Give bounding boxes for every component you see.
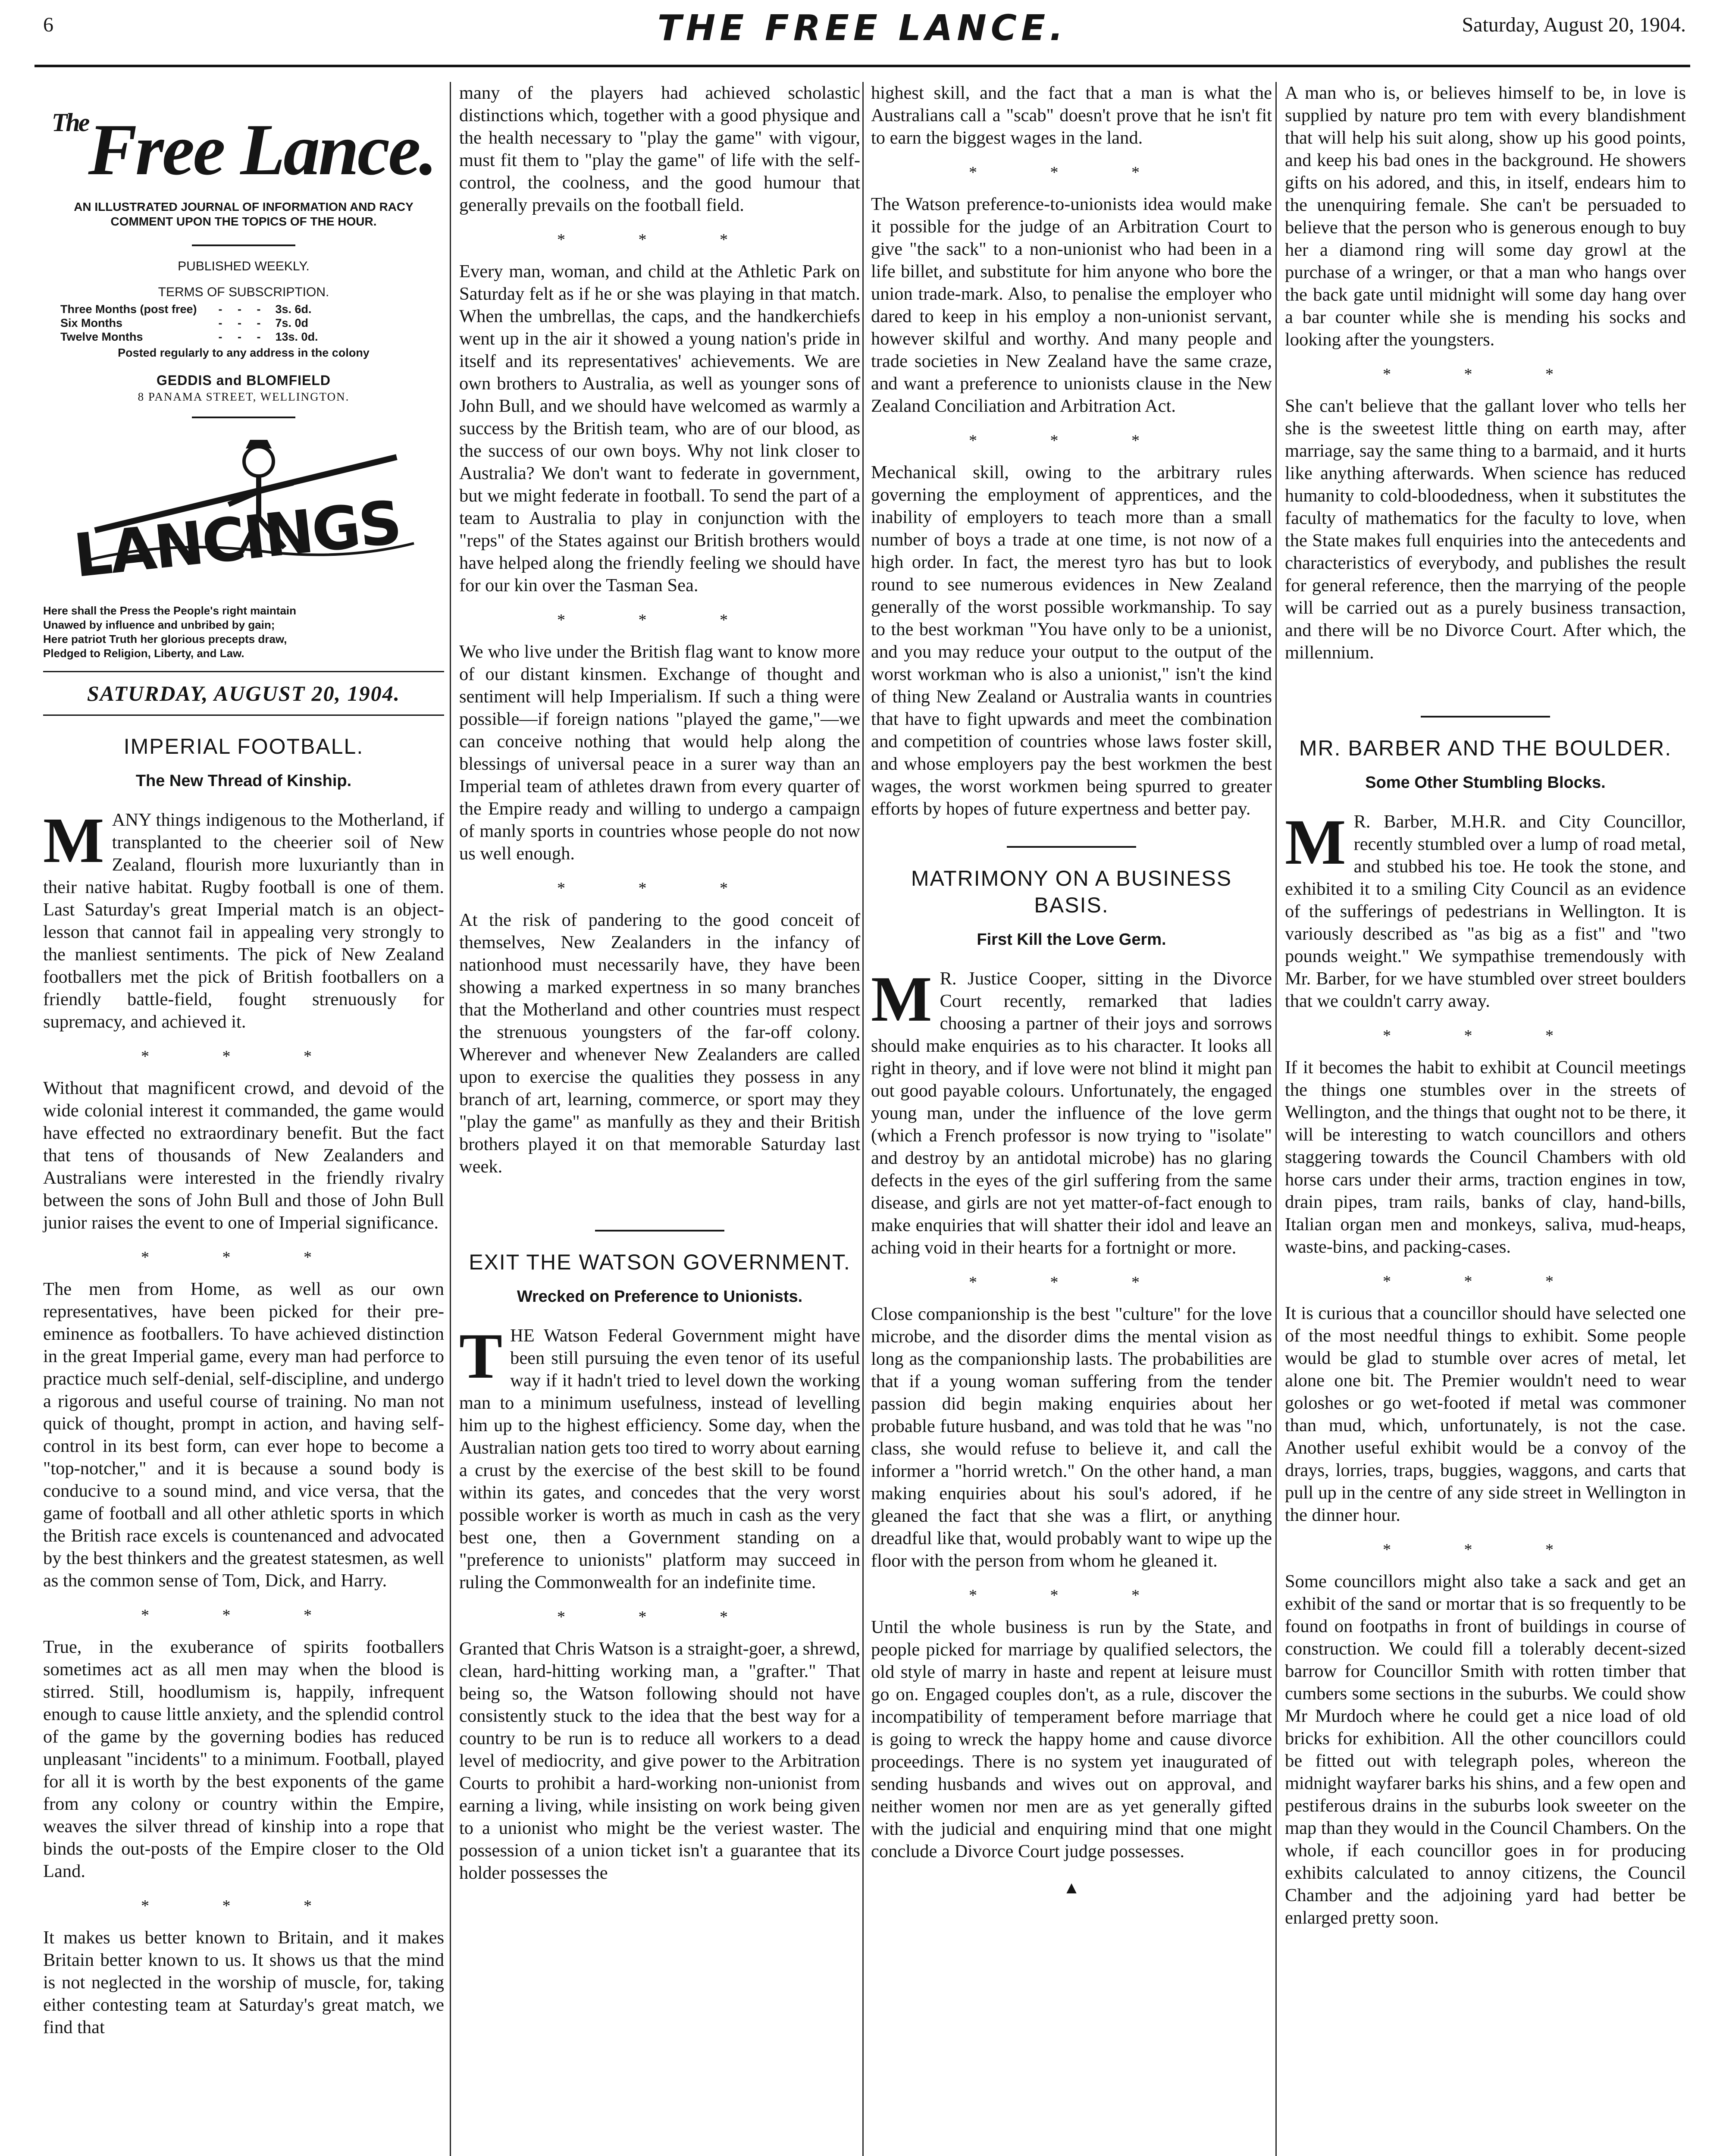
end-mark-icon: ▲ [1063, 1878, 1080, 1897]
column-divider [862, 82, 864, 2156]
article-paragraph: It makes us better known to Britain, and it makes Britain better known to us. It shows us that the mind is not neglected in the worship of muscle, for, taking either contesting team at Saturday's great match, we find that [43, 1927, 444, 2037]
posted-notice: Posted regularly to any address in the colony [118, 346, 370, 359]
article-subhead-imperial: The New Thread of Kinship. [135, 772, 352, 790]
section-break: * * * [1383, 1272, 1588, 1291]
terms-row: Three Months (post free) - - - 3s. 6d. [60, 302, 323, 316]
masthead-title: THE FREE LANCE. [657, 8, 1068, 49]
article-paragraph: Every man, woman, and child at the Athletic Park on Saturday felt as if he or she was playing in that match. When the umbrellas, the caps, and the handkerchiefs went up in the air it showed a young nation's pride in itself and its representatives' achievements. We are own brothers to Australia, as well as younger sons of John Bull, and we should have welcomed as warmly a success by the British team, who are of our blood, as the success of our own boys. Why not link closer to Australia? We don't want to federate in government, but we might federate in football. To send the part of a team to Australia to play in conjunction with the "reps" of the States against our British brothers would have helped along the friendly feeling we should have for our kin over the Tasman Sea. [459, 261, 860, 595]
divider [192, 417, 295, 418]
section-break: * * * [141, 1047, 346, 1065]
divider [1007, 846, 1136, 848]
drop-cap: T [459, 1320, 503, 1392]
article-paragraph: At the risk of pandering to the good conceit of themselves, New Zealanders in the infancy of nationhood must necessarily have, they have been showing a marked expertness in so many branches that the Motherland and other countries must respect the strenuous youngsters of the far-off colony. Wherever and whenever New Zealanders are called upon to exercise the qualities they possess in any branch of art, learning, commerce, or sport may they "play the game" as manfully as they and their British brothers played it on that memorable Saturday last week. [459, 910, 860, 1177]
section-break: * * * [969, 1273, 1174, 1291]
edition-dateline: SATURDAY, AUGUST 20, 1904. [87, 681, 401, 705]
column-divider [450, 82, 451, 2156]
article-paragraph: M R. Justice Cooper, sitting in the Divorce Court recently, remarked that ladies choosing a partner of their joys and sorrows should make enquiries as to his character. It looks all right in theory, and if love were not blind it might pan out good payable colours. Unfortunately, the engaged young man, under the influence of the love germ (which a French professor is now trying to "isolate" and destroy by an antidotal microbe) has no glaring defects in the eyes of the girl suffering from the same disease, and girls are not yet matter-of-fact enough to make enquiries that will shatter their idol and leave an aching void in their hearts for a fortnight or more. [871, 963, 1272, 1258]
drop-cap: M [43, 805, 104, 876]
article-paragraph: The men from Home, as well as our own representatives, have been picked for their pre-eminence as footballers. To have achieved distinction in the great Imperial game, every man had perforce to practice much self-denial, self-discipline, and undergo a rigorous and useful course of training. No man not quick of thought, prompt in action, and having self-control in its best form, can ever hope to become a "top-notcher," and it is because a sound body is conducive to a sound mind, and vice versa, that the game of football and all other athletic sports in which the British race excels is countenanced and advocated by the best thinkers and the greatest statesmen, as well as the common sense of Tom, Dick, and Harry. [43, 1279, 444, 1591]
section-break: * * * [1383, 1541, 1588, 1559]
subscription-terms-table [60, 302, 323, 344]
article-paragraph: She can't believe that the gallant lover who tells her she is the sweetest little thing on earth may, after marriage, say the same thing to a barmaid, and it hurts like anything afterwards. When science has reduced humanity to cold-bloodedness, when it substitutes the faculty of mathematics for the faculty to love, when the State makes full enquiries into the antecedents and characteristics of everybody, and publishes the result for general reference, then the marrying of the people will be carried out as a purely business transaction, and there will be no Divorce Court. After which, the millennium. [1285, 396, 1686, 663]
free-lance-logo: $^{The}$Free Lance. [51, 108, 436, 190]
terms-row: Six Months - - - 7s. 0d [60, 316, 323, 330]
section-break: * * * [141, 1606, 346, 1624]
section-break: * * * [969, 1586, 1174, 1604]
section-break: * * * [969, 432, 1174, 450]
published-weekly: PUBLISHED WEEKLY. [178, 259, 310, 273]
article-subhead-watson: Wrecked on Preference to Unionists. [517, 1288, 803, 1306]
article-paragraph: Mechanical skill, owing to the arbitrary rules governing the employment of apprentices, and the inability of employers to teach more than a small number of boys a trade at one time, is not now of a high order. In fact, the merest tyro has but to look round to see numerous evidences in New Zealand generally of the worst possible workmanship. To say to the best workman "You have only to be a unionist, and you may reduce your output to the output of the worst workman who is also a unionist," isn't the kind of thing New Zealand or Australia wants in countries that have to fight upwards and meet the combination and competition of countries whose laws foster skill, and whose employers pay the best workmen the best wages, the worst workmen being spurred to greater efforts by hopes of future expertness and better pay. [871, 462, 1272, 819]
terms-row: Twelve Months - - - 13s. 0d. [60, 330, 323, 344]
article-paragraph: M R. Barber, M.H.R. and City Councillor, recently stumbled over a lump of road metal, and stubbed his toe. He took the stone, and exhibited it to a smiling City Council as an evidence of the sufferings of pedestrians in Wellington. It is variously described as "as big as a fist" and "two pounds weight." We sympathise tremendously with Mr. Barber, for we have stumbled over street boulders that we couldn't carry away. [1285, 806, 1686, 1011]
section-break: * * * [557, 879, 762, 897]
terms-price: 3s. 6d. [275, 303, 312, 316]
column-2 [459, 82, 860, 1899]
article-paragraph: The Watson preference-to-unionists idea would make it possible for the judge of an Arbitration Court to give "the sack" to a non-unionist who had been in a life billet, and substitute for him anyone who bore the union trade-mark. Also, to penalise the employer who dared to keep in his employ a non-unionist servant, however skilful and worthy. And many people and trade societies in New Zealand have the same craze, and want a preference to unionists clause in the New Zealand Conciliation and Arbitration Act. [871, 194, 1272, 416]
article-headline-watson: EXIT THE WATSON GOVERNMENT. [469, 1250, 851, 1274]
publisher-name: GEDDIS and BLOMFIELD [157, 373, 331, 388]
article-paragraph: MANY things indigenous to the Motherland, if transplanted to the cheerier soil of New Zealand, flourish more luxuriantly than in their native habitat. Rugby football is one of them. Last Saturday's great Imperial match is an object-lesson that cannot fail in appealing very strongly to the manliest sentiments. The pick of New Zealand footballers met the pick of British footballers on a friendly battle-field, fought strenuously for supremacy, and achieved it. [43, 805, 444, 1032]
header-rule [34, 65, 1690, 67]
section-break: * * * [557, 611, 762, 629]
article-paragraph: If it becomes the habit to exhibit at Council meetings the things one stumbles over in the streets of Wellington, and the things that ought not to be there, it will be interesting to watch councillors and others staggering towards the Council Chambers with old horse cars under their arms, traction engines in tow, drain pipes, tram rails, banks of clay, hand-bills, Italian organ men and monkeys, saliva, mud-heaps, waste-bins, and packing-cases. [1285, 1057, 1686, 1257]
section-break: * * * [557, 1608, 762, 1626]
column-1 [43, 82, 444, 2053]
article-paragraph: Without that magnificent crowd, and devoid of the wide colonial interest it commanded, the game would have effected no extraordinary benefit. But the fact that tens of thousands of New Zealanders and Australians were interested in the friendly rivalry between the sons of John Bull and those of John Bull junior raises the event to one of Imperial significance. [43, 1078, 444, 1233]
section-break: * * * [1383, 365, 1588, 383]
article-paragraph: THE Watson Federal Government might have been still pursuing the even tenor of its useful way if it hadn't tried to level down the working man to a minimum usefulness, instead of levelling him up to the highest efficiency. Some day, when the Australian nation gets too tired to worry about earning a crust by the exercise of the best skill to be found within its gates, and concedes that the very worst possible worker is worth as much in cash as the very best one, then a Government standing on a "preference to unionists" platform may succeed in ruling the Commonwealth for an indefinite time. [459, 1320, 860, 1592]
article-paragraph: Until the whole business is run by the State, and people picked for marriage by qualified selectors, the old style of marry in haste and repent at leisure must go on. Engaged couples don't, as a rule, discover the incompatibility of temperament before marriage that is going to wreck the happy home and cause divorce proceedings. There is no system yet inaugurated of sending husbands and wives out on approval, and neither women nor men are as yet generally gifted with the judicial and enquiring mind that one might conclude a Divorce Court judge possesses. [871, 1617, 1272, 1861]
section-break: * * * [141, 1897, 346, 1915]
divider [192, 244, 295, 246]
motto-line: Pledged to Religion, Liberty, and Law. [43, 647, 244, 660]
section-break: * * * [969, 163, 1174, 182]
article-paragraph: We who live under the British flag want to know more of our distant kinsmen. Exchange of thought and sentiment will help Imperialism. If such a thing were possible—if foreign nations "played the game,"—we can conceive nothing that would help along the blessings of universal peace in a surer way than an Imperial team of athletes drawn from every quarter of the Empire ready and willing to undergo a campaign of manly sports in countries whose people do not now us well enough. [459, 642, 860, 864]
journal-description: AN ILLUSTRATED JOURNAL OF INFORMATION AND RACY COMMENT UPON THE TOPICS OF THE HOUR. [74, 200, 413, 228]
motto-line: Here shall the Press the People's right maintain [43, 604, 297, 617]
column-divider [1275, 82, 1277, 2156]
motto-line: Unawed by influence and unbribed by gain; [43, 618, 275, 631]
motto-line: Here patriot Truth her glorious precepts draw, [43, 633, 287, 646]
article-paragraph: Granted that Chris Watson is a straight-goer, a shrewd, clean, hard-hitting working man, a "grafter." That being so, the Watson following should not have consistently stuck to the idea that the best way for a country to be run is to reduce all workers to a dead level of mediocrity, and give power to the Arbitration Courts to prohibit a hard-working non-unionist from earning a living, while insisting on work being given to a unionist who might be the veriest waster. The possession of a union ticket isn't a guarantee that its holder possesses the [459, 1639, 860, 1883]
article-paragraph: many of the players had achieved scholastic distinctions which, together with a good physique and the health necessary to "play the game" with vigour, must fit them to "play the game" of life with the self-control, the coolness, and the good humour that generally prevails on the football field. [459, 83, 860, 215]
article-paragraph: Close companionship is the best "culture" for the love microbe, and the disorder dims the mental vision as long as the companionship lasts. The probabilities are that if a young woman suffering from the tender passion did begin making enquiries about her probable future husband, and was told that he was "no class, she would refuse to believe it, and call the informer a "horrid wretch." On the other hand, a man making enquiries about his soul's adored, if he gleaned the fact that she was a flirt, or anything dreadful like that, would probably want to wipe up the floor with the person from whom he gleaned it. [871, 1304, 1272, 1571]
article-paragraph: Some councillors might also take a sack and get an exhibit of the sand or mortar that is so frequently to be found on footpaths in front of buildings in course of construction. We could fill a tolerably decent-sized barrow for Councillor Smith with rotten timber that cumbers some sections in the suburbs. We could show Mr Murdoch where he could get a nice load of old bricks for exhibition. All the other councillors could be fitted out with telegraph poles, whereon the midnight wayfarer barks his shins, and a few open and pestiferous drains in the suburbs look sweeter on the map than they would in the Council Chambers. On the whole, if each councillor goes in for producing exhibits calculated to annoy citizens, the Council Chamber and the adjoining yard had better be enlarged pretty soon. [1285, 1571, 1686, 1928]
publisher-address: 8 PANAMA STREET, WELLINGTON. [138, 390, 350, 403]
drop-cap: M [1285, 806, 1346, 878]
divider [43, 671, 444, 672]
article-paragraph: A man who is, or believes himself to be, in love is supplied by nature pro tem with every blandishment that will help his suit along, show up his good points, and keep his bad ones in the background. He showers gifts on his adored, and this, in itself, endears him to the unenquiring female. She can't be persuaded to believe that the person who is generous enough to buy her a diamond ring will some day growl at the purchase of a wringer, or that a man who hangs over the back gate until midnight will some day hang over a bar counter while she is mending his socks and looking after the youngsters. [1285, 83, 1686, 350]
page-number: 6 [43, 13, 53, 36]
terms-heading: TERMS OF SUBSCRIPTION. [158, 285, 329, 299]
column-3 [871, 82, 1272, 1898]
article-headline-imperial: IMPERIAL FOOTBALL. [123, 734, 364, 758]
masthead-motto [43, 604, 444, 661]
terms-price: 7s. 0d [275, 317, 309, 329]
lancings-illustration [43, 431, 444, 595]
divider [1421, 716, 1550, 718]
lancings-title: LANCINGS [70, 487, 404, 591]
page-header [34, 0, 1690, 69]
article-headline-barber: MR. BARBER AND THE BOULDER. [1299, 736, 1672, 760]
issue-date: Saturday, August 20, 1904. [1462, 13, 1686, 36]
section-break: * * * [557, 231, 762, 249]
article-subhead-matrimony: First Kill the Love Germ. [977, 931, 1166, 949]
section-break: * * * [1383, 1027, 1588, 1045]
divider [43, 714, 444, 716]
article-headline-matrimony: MATRIMONY ON A BUSINESS BASIS. [911, 866, 1232, 917]
article-paragraph: highest skill, and the fact that a man is what the Australians call a "scab" doesn't prove that he isn't fit to earn the biggest wages in the land. [871, 83, 1272, 148]
terms-label: Three Months (post free) [60, 303, 197, 316]
section-break: * * * [141, 1248, 346, 1266]
article-paragraph: It is curious that a councillor should have selected one of the most needful things to exhibit. Some people would be glad to stumble over acres of metal, let alone one bit. The Premier wouldn't need to wear goloshes or go wet-footed if metal was commoner than mud, which, unfortunately, is not the case. Another useful exhibit would be a convoy of the drays, lorries, traps, buggies, waggons, and carts that pull up in the centre of any side street in Wellington in the dinner hour. [1285, 1303, 1686, 1525]
drop-cap: M [871, 963, 932, 1035]
terms-price: 13s. 0d. [275, 330, 318, 343]
divider [595, 1230, 724, 1232]
terms-label: Six Months [60, 317, 123, 329]
article-subhead-barber: Some Other Stumbling Blocks. [1365, 774, 1606, 792]
terms-label: Twelve Months [60, 330, 143, 343]
column-4 [1285, 82, 1686, 1944]
article-paragraph: True, in the exuberance of spirits footballers sometimes act as all men may when the blood is stirred. Still, hoodlumism is, happily, infrequent enough to cause little anxiety, and the splendid control of the game by the governing bodies has reduced unpleasant "incidents" to a minimum. Football, played for all it is worth by the best exponents of the game from any colony or country within the Empire, weaves the silver thread of kinship into a rope that binds the out-posts of the Empire closer to the Old Land. [43, 1637, 444, 1881]
